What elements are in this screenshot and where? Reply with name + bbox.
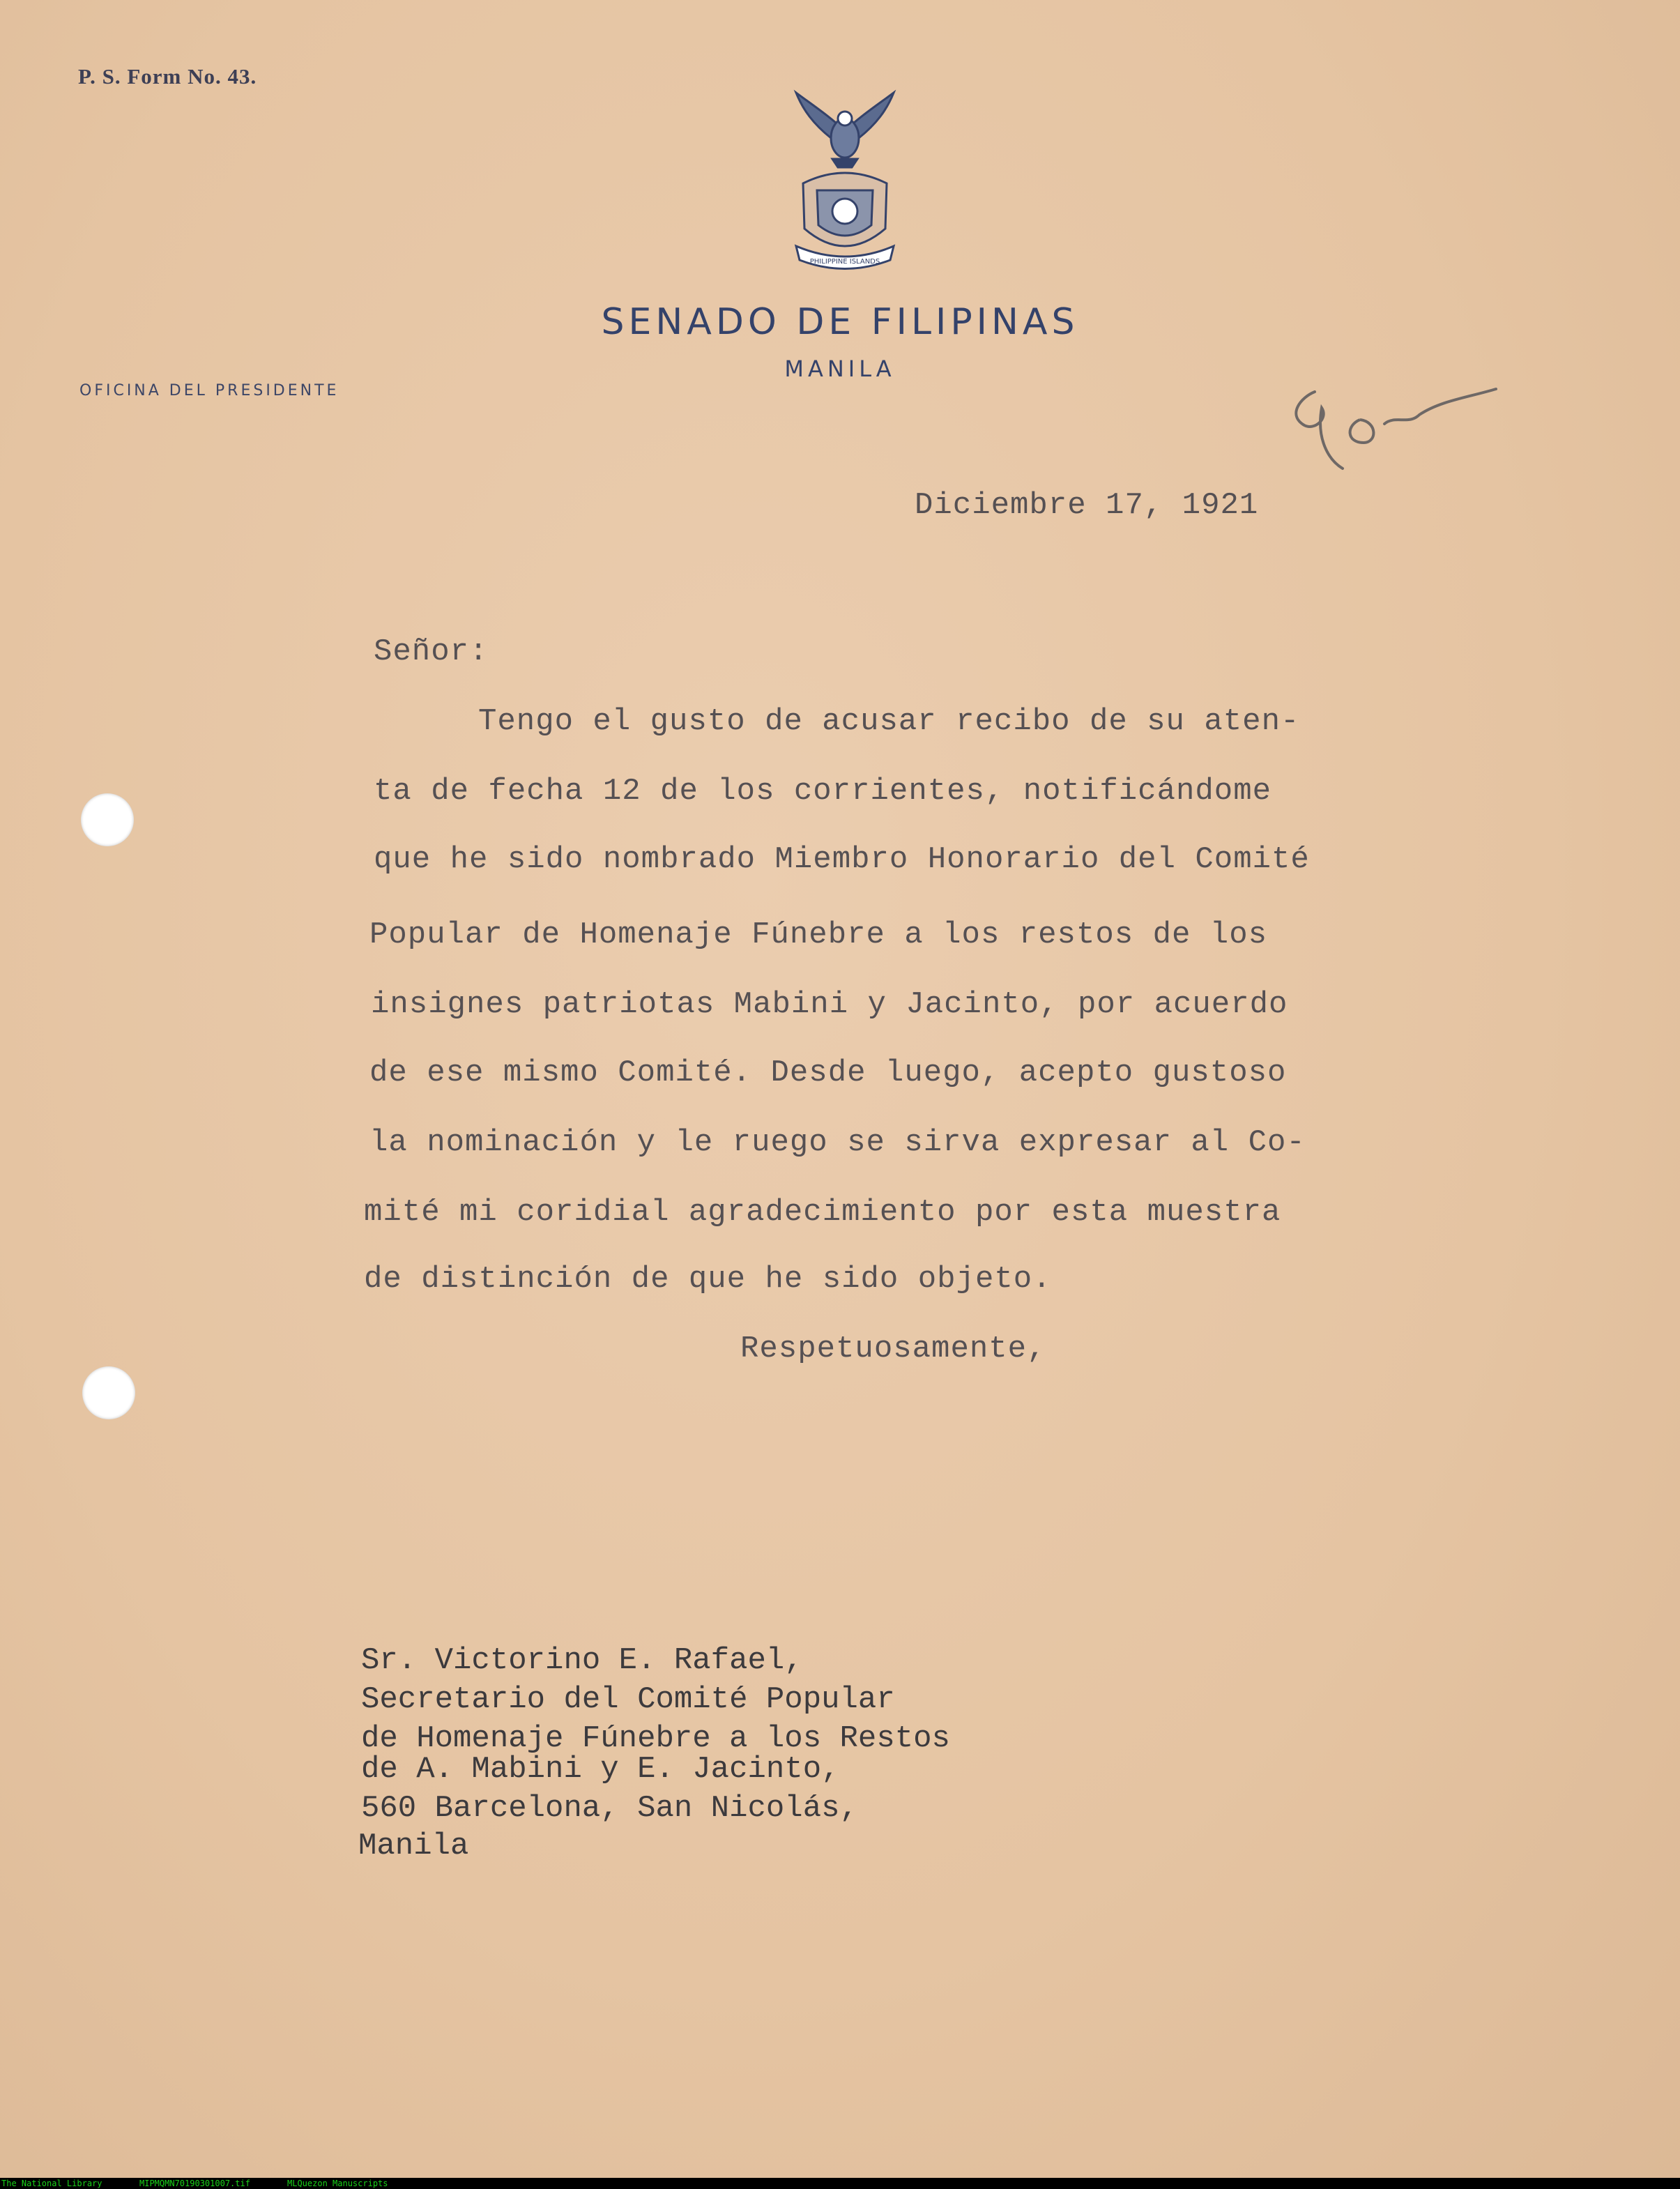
footer-file: MIPMQMN70190301007.tif bbox=[139, 2179, 250, 2188]
institution-name: SENADO DE FILIPINAS bbox=[601, 301, 1079, 343]
body-line: mité mi coridial agradecimiento por esta muestra bbox=[364, 1195, 1281, 1230]
body-line: insignes patriotas Mabini y Jacinto, por acuerdo bbox=[371, 987, 1288, 1022]
address-line: Sr. Victorino E. Rafael, bbox=[361, 1643, 803, 1678]
punch-hole bbox=[81, 793, 134, 846]
letter-date: Diciembre 17, 1921 bbox=[915, 488, 1259, 523]
address-line: de Homenaje Fúnebre a los Restos bbox=[361, 1721, 950, 1756]
body-line: ta de fecha 12 de los corrientes, notificándome bbox=[374, 774, 1272, 809]
footer-collection: MLQuezon Manuscripts bbox=[287, 2179, 388, 2188]
closing: Respetuosamente, bbox=[740, 1332, 1046, 1366]
body-line: Popular de Homenaje Fúnebre a los restos de los bbox=[369, 917, 1268, 952]
form-number: P. S. Form No. 43. bbox=[78, 64, 257, 89]
address-line: 560 Barcelona, San Nicolás, bbox=[361, 1791, 858, 1826]
city-name: MANILA bbox=[784, 356, 896, 382]
body-line: de distinción de que he sido objeto. bbox=[364, 1262, 1052, 1297]
footer-library: The National Library bbox=[1, 2179, 102, 2188]
handwritten-initials-mark bbox=[1273, 376, 1503, 481]
salutation: Señor: bbox=[374, 634, 489, 669]
crest-motto: PHILIPPINE ISLANDS bbox=[809, 258, 880, 266]
address-line: Manila bbox=[358, 1829, 469, 1863]
address-line: Secretario del Comité Popular bbox=[361, 1682, 895, 1717]
eagle-crest-logo bbox=[789, 89, 901, 277]
body-line: de ese mismo Comité. Desde luego, acepto gustoso bbox=[369, 1055, 1287, 1090]
body-line: Tengo el gusto de acusar recibo de su aten- bbox=[478, 704, 1300, 739]
punch-hole bbox=[82, 1366, 135, 1419]
archive-footer bbox=[0, 2178, 1680, 2189]
body-line: la nominación y le ruego se sirva expresar al Co- bbox=[369, 1125, 1306, 1160]
body-line: que he sido nombrado Miembro Honorario del Comité bbox=[374, 842, 1310, 877]
address-line: de A. Mabini y E. Jacinto, bbox=[361, 1752, 840, 1787]
office-name: OFICINA DEL PRESIDENTE bbox=[79, 382, 339, 399]
